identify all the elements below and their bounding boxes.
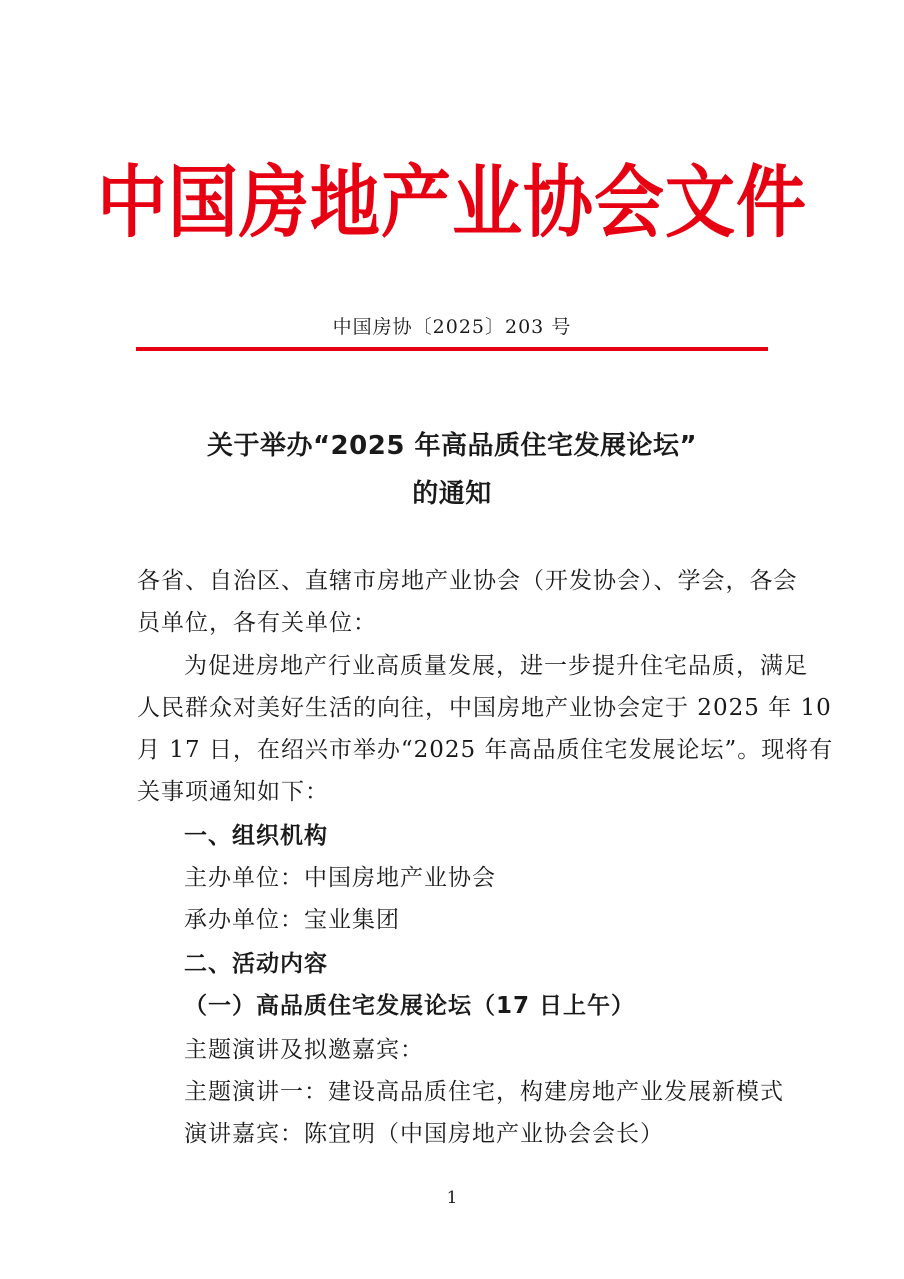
salutation-line2: 员单位，各有关单位：	[137, 610, 377, 636]
page-number: 1	[446, 1188, 458, 1208]
intro-line1: 为促进房地产行业高质量发展，进一步提升住宅品质，满足	[184, 653, 808, 679]
speech1-speaker: 演讲嘉宾：陈宜明（中国房地产业协会会长）	[184, 1121, 664, 1147]
speech1-topic: 主题演讲一：建设高品质住宅，构建房地产业发展新模式	[184, 1079, 784, 1105]
intro-line3: 月 17 日，在绍兴市举办“2025 年高品质住宅发展论坛”。现将有	[137, 737, 834, 763]
document-number: 中国房协〔2025〕203 号	[332, 316, 572, 338]
host-unit: 主办单位：中国房地产业协会	[184, 865, 496, 891]
section1-heading: 一、组织机构	[184, 823, 328, 849]
speeches-intro: 主题演讲及拟邀嘉宾：	[184, 1037, 424, 1063]
organizer-unit: 承办单位：宝业集团	[184, 907, 400, 933]
notice-title-line2: 的通知	[412, 479, 492, 509]
forum-subheading: （一）高品质住宅发展论坛（17 日上午）	[184, 993, 636, 1019]
salutation-line1: 各省、自治区、直辖市房地产业协会（开发协会）、学会，各会	[137, 568, 798, 594]
intro-line4: 关事项通知如下：	[137, 779, 329, 805]
section2-heading: 二、活动内容	[184, 951, 328, 977]
masthead-title: 中国房地产业协会文件	[97, 156, 807, 249]
intro-line2: 人民群众对美好生活的向往，中国房地产业协会定于 2025 年 10	[137, 695, 832, 721]
red-divider-rule	[136, 347, 768, 351]
notice-title-line1: 关于举办“2025 年高品质住宅发展论坛”	[206, 431, 698, 461]
